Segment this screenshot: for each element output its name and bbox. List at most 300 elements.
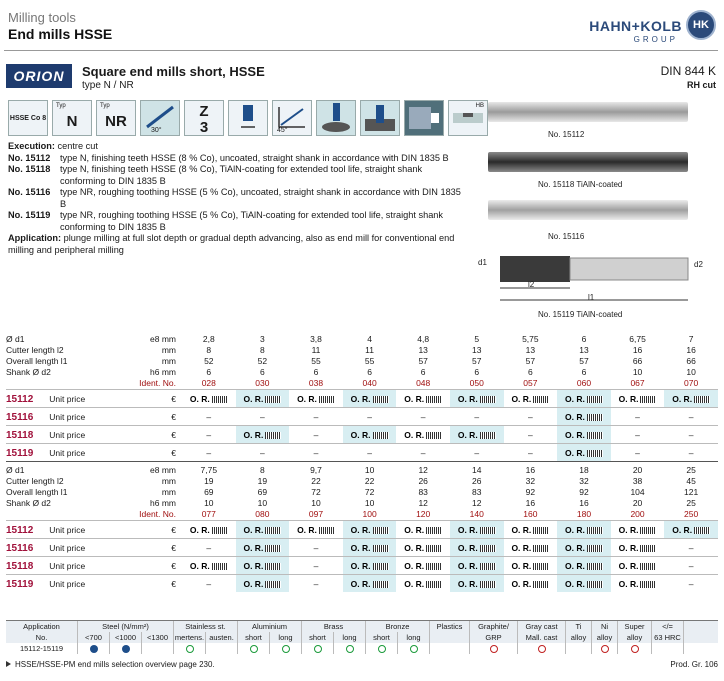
price-code-icon (319, 527, 335, 534)
price-code-icon (373, 563, 389, 570)
price-cell[interactable] (504, 390, 558, 407)
price-cell[interactable] (664, 521, 718, 538)
cut-direction-label: RH cut (687, 80, 716, 90)
price-text: O. R. (457, 543, 478, 553)
price-row (6, 425, 718, 443)
price-cell[interactable] (236, 390, 290, 407)
spec-value: 6 (474, 367, 480, 377)
suitability-ring-icon (186, 645, 194, 653)
currency-symbol: € (171, 525, 176, 535)
price-text: – (527, 430, 533, 440)
price-cell[interactable] (343, 557, 397, 574)
spec-value: 66 (686, 356, 696, 366)
suitability-red-icon (601, 645, 609, 653)
price-cell[interactable] (557, 390, 611, 407)
application-subheader: short (238, 632, 270, 643)
header-divider (4, 50, 718, 51)
price-cell[interactable] (611, 575, 665, 592)
spec-unit: e8 mm (150, 465, 176, 475)
spec-value: 19 (257, 476, 268, 486)
price-text: – (474, 448, 480, 458)
spec-value: 19 (204, 476, 214, 486)
spec-value: 2,8 (202, 334, 215, 344)
price-text: – (635, 448, 640, 458)
price-cell (611, 444, 665, 461)
ident-number: 160 (523, 509, 538, 519)
dim-l1-label: l1 (588, 293, 595, 302)
suitability-red-icon (631, 645, 639, 653)
price-cell[interactable] (236, 426, 290, 443)
price-code-icon (480, 396, 496, 403)
suitability-ring-icon (250, 645, 258, 653)
price-text: – (206, 543, 212, 553)
material-icon (8, 100, 48, 136)
application-cell (142, 643, 174, 654)
price-cell[interactable] (557, 521, 611, 538)
application-subheader: short (366, 632, 398, 643)
price-cell (664, 575, 718, 592)
spec-row (6, 345, 718, 356)
price-cell[interactable] (236, 521, 290, 538)
application-group-header: Stainless st. (174, 621, 238, 632)
spec-value: 57 (579, 356, 589, 366)
spec-value: 52 (257, 356, 268, 366)
application-group-header: Application (6, 621, 78, 632)
desc-item-number: No. 15112 (8, 152, 51, 163)
spec-row (6, 476, 718, 487)
price-text: – (206, 448, 212, 458)
spec-unit: e8 mm (150, 334, 176, 344)
price-code-icon (533, 396, 549, 403)
spec-value: 25 (686, 498, 696, 508)
price-text: – (367, 448, 372, 458)
price-cell[interactable] (396, 557, 450, 574)
desc-item-number: No. 15119 (8, 210, 51, 220)
application-header-row (6, 621, 718, 632)
price-code-icon (426, 545, 442, 552)
tool-drawing-15119 (478, 246, 718, 310)
price-cell[interactable] (236, 557, 290, 574)
price-cell[interactable] (504, 557, 558, 574)
suitability-ring-icon (314, 645, 322, 653)
price-text: O. R. (511, 579, 532, 589)
price-text: O. R. (350, 394, 371, 404)
price-cell[interactable] (611, 521, 665, 538)
spec-value: 6 (206, 367, 212, 377)
price-row-head (6, 539, 126, 556)
desc-item (8, 153, 468, 165)
application-cell (238, 643, 270, 654)
spec-value: 6 (260, 367, 265, 377)
price-text: O. R. (404, 561, 425, 571)
price-cell[interactable] (450, 557, 504, 574)
price-text: O. R. (618, 543, 639, 553)
application-group-header: </= (652, 621, 684, 632)
helix-angle-label: 30° (151, 127, 162, 134)
price-text: O. R. (672, 525, 693, 535)
price-cell[interactable] (343, 521, 397, 538)
tool-image-15112 (488, 102, 688, 122)
product-group-label: Prod. Gr. 106 (670, 660, 718, 669)
price-cell[interactable] (504, 539, 558, 556)
application-group-header: Ti (566, 621, 592, 632)
price-row-head (6, 408, 126, 425)
spec-value: 83 (472, 487, 482, 497)
price-row-head (6, 521, 126, 538)
price-cell[interactable] (450, 426, 504, 443)
ident-number: 060 (576, 378, 592, 388)
standard-label: DIN 844 K (660, 64, 716, 78)
price-cell (504, 408, 558, 425)
article-code: 15119 (6, 579, 34, 590)
price-code-icon (480, 581, 496, 588)
price-cell[interactable] (557, 426, 611, 443)
ident-number: 028 (201, 378, 216, 388)
spec-value: 22 (364, 476, 375, 486)
shank-hb-label: HB (475, 103, 484, 109)
price-cell (289, 408, 343, 425)
application-cell (366, 643, 398, 654)
price-cell[interactable] (182, 557, 236, 574)
currency-symbol: € (171, 561, 176, 571)
side-milling-graphic (405, 101, 443, 135)
article-code: 15118 (6, 430, 34, 441)
spec-label: Overall length l1 (6, 356, 68, 366)
price-cell[interactable] (664, 390, 718, 407)
spec-value: 52 (204, 356, 214, 366)
spec-label: Shank Ø d2 (6, 498, 51, 508)
price-code-icon (587, 545, 603, 552)
ident-number: 067 (630, 378, 645, 388)
price-code-icon (587, 414, 603, 421)
price-cell[interactable] (182, 521, 236, 538)
price-cell[interactable] (611, 557, 665, 574)
spec-value: 92 (525, 487, 536, 497)
price-cell (450, 444, 504, 461)
price-text: O. R. (350, 525, 371, 535)
type-nr-icon (96, 100, 136, 136)
price-row (6, 538, 718, 556)
price-text: O. R. (511, 543, 532, 553)
application-cell (398, 643, 430, 654)
application-subheader: long (270, 632, 302, 643)
price-text: O. R. (243, 543, 264, 553)
price-row-head (6, 390, 126, 407)
spec-value: 7 (688, 334, 694, 344)
price-cell (182, 408, 236, 425)
price-cell[interactable] (450, 390, 504, 407)
spec-value: 12 (418, 465, 428, 475)
ident-label: Ident. No. (139, 509, 176, 519)
price-text: O. R. (511, 394, 532, 404)
price-text: O. R. (189, 525, 210, 535)
spec-value: 38 (632, 476, 643, 486)
unit-price-label: Unit price (49, 412, 86, 422)
application-cell (334, 643, 366, 654)
price-cell[interactable] (450, 539, 504, 556)
price-cell[interactable] (343, 575, 397, 592)
suitability-full-icon (122, 645, 130, 653)
price-cell[interactable] (182, 390, 236, 407)
price-cell (182, 444, 236, 461)
ident-number: 077 (201, 509, 216, 519)
unit-price-label: Unit price (49, 394, 86, 404)
price-cell[interactable] (450, 521, 504, 538)
spec-value: 6 (420, 367, 426, 377)
price-code-icon (640, 527, 656, 534)
price-text: O. R. (565, 525, 585, 535)
application-subheader-row (6, 632, 718, 643)
price-cell[interactable] (611, 390, 665, 407)
ident-number: 140 (469, 509, 484, 519)
brand-logo: ORION (6, 64, 72, 88)
price-code-icon (640, 563, 656, 570)
company-logo-subtext: GROUP (633, 35, 678, 44)
price-text: – (688, 579, 694, 589)
price-cell[interactable] (557, 539, 611, 556)
side-milling-icon (404, 100, 444, 136)
application-label: Application: (8, 233, 62, 243)
price-cell[interactable] (557, 408, 611, 425)
spec-value: 16 (525, 498, 536, 508)
spec-value: 45 (686, 476, 696, 486)
spec-value: 69 (257, 487, 268, 497)
price-cell[interactable] (557, 557, 611, 574)
ident-number: 038 (308, 378, 324, 388)
spec-label: Shank Ø d2 (6, 367, 51, 377)
price-text: O. R. (243, 579, 264, 589)
price-text: O. R. (511, 561, 532, 571)
spec-value: 57 (418, 356, 428, 366)
price-text: O. R. (565, 543, 585, 553)
price-code-icon (640, 396, 656, 403)
price-cell (664, 408, 718, 425)
price-cell[interactable] (611, 539, 665, 556)
price-cell (289, 575, 343, 592)
price-cell[interactable] (557, 444, 611, 461)
spec-value: 10 (364, 465, 375, 475)
tool-image-15118 (488, 152, 688, 172)
application-cell (470, 643, 518, 654)
price-cell[interactable] (557, 575, 611, 592)
spec-value: 16 (686, 345, 696, 355)
price-text: O. R. (565, 561, 585, 571)
price-text: O. R. (350, 543, 371, 553)
spec-row (6, 498, 718, 509)
flutes-count: 3 (199, 119, 209, 136)
execution-line (8, 141, 468, 153)
spec-value: 14 (472, 465, 482, 475)
price-cell (182, 575, 236, 592)
spec-value: 26 (418, 476, 428, 486)
feature-icons (8, 100, 488, 136)
type-n-label: N (66, 113, 78, 130)
price-row (6, 556, 718, 574)
price-code-icon (426, 432, 442, 439)
price-cell[interactable] (289, 390, 343, 407)
chamfer-angle-label: 45° (277, 127, 288, 134)
price-text: – (688, 412, 694, 422)
price-row-head (6, 444, 126, 461)
price-cell (343, 444, 397, 461)
currency-symbol: € (171, 430, 176, 440)
price-text: – (688, 448, 694, 458)
spec-value: 22 (311, 476, 321, 486)
application-cell (518, 643, 566, 654)
application-cell (270, 643, 302, 654)
spec-value: 92 (579, 487, 589, 497)
ident-number: 250 (684, 509, 699, 519)
spec-value: 5 (474, 334, 480, 344)
spec-value: 13 (525, 345, 536, 355)
spec-row (6, 487, 718, 498)
application-cell (566, 643, 592, 654)
application-cell (618, 643, 652, 654)
spec-value: 6 (367, 367, 372, 377)
desc-item-text: type NR, roughing toothing HSSE (5 % Co), uncoated, straight shank in accordance with DIN 1835 B (60, 187, 461, 209)
price-text: O. R. (189, 561, 210, 571)
price-text: – (367, 412, 372, 422)
price-text: – (206, 579, 212, 589)
price-code-icon (640, 545, 656, 552)
price-cell (611, 426, 665, 443)
ident-number: 200 (630, 509, 645, 519)
price-cell[interactable] (343, 390, 397, 407)
price-cell[interactable] (396, 539, 450, 556)
price-text: – (206, 412, 212, 422)
price-code-icon (640, 581, 656, 588)
price-text: O. R. (618, 561, 639, 571)
desc-item-text: type N, finishing teeth HSSE (8 % Co), TiAlN-coating for extended tool life, straight shank conforming to DIN 1835 B (60, 164, 423, 186)
price-cell (396, 444, 450, 461)
price-cell[interactable] (450, 575, 504, 592)
type-label: Typ (56, 103, 66, 109)
company-logo-mark: HK (686, 10, 716, 40)
price-text: O. R. (457, 394, 478, 404)
application-subheader: <1300 (142, 632, 174, 643)
tool-caption: No. 15112 (548, 130, 585, 139)
price-cell[interactable] (504, 521, 558, 538)
flutes-icon (184, 100, 224, 136)
spec-value: 4 (367, 334, 372, 344)
product-description (8, 141, 468, 256)
price-code-icon (587, 527, 603, 534)
slot-graphic (361, 101, 399, 135)
price-cell (504, 426, 558, 443)
price-code-icon (426, 563, 442, 570)
price-text: – (420, 448, 426, 458)
type-n-icon (52, 100, 92, 136)
price-text: O. R. (243, 394, 264, 404)
application-cell (302, 643, 334, 654)
price-code-icon (587, 450, 603, 457)
price-text: O. R. (457, 561, 478, 571)
application-group-header: Super (618, 621, 652, 632)
spec-value: 6 (313, 367, 319, 377)
application-subheader: GRP (470, 632, 518, 643)
arrow-right-icon (6, 661, 11, 667)
desc-item (8, 187, 468, 210)
price-text: O. R. (565, 412, 585, 422)
application-cell (174, 643, 206, 654)
application-group-header: Plastics (430, 621, 470, 632)
price-code-icon (373, 396, 389, 403)
price-cell[interactable] (396, 426, 450, 443)
price-text: O. R. (243, 525, 264, 535)
price-text: O. R. (404, 543, 425, 553)
price-cell (664, 426, 718, 443)
price-code-icon (319, 396, 335, 403)
spec-value: 57 (525, 356, 536, 366)
price-cell (182, 426, 236, 443)
product-title: Square end mills short, HSSE (82, 64, 265, 79)
price-code-icon (373, 527, 389, 534)
application-cell (652, 643, 684, 654)
dim-l2-label: l2 (528, 280, 535, 289)
desc-item-number: No. 15116 (8, 187, 51, 197)
spec-value: 55 (364, 356, 375, 366)
spec-value: 10 (257, 498, 268, 508)
price-cell[interactable] (504, 575, 558, 592)
price-row-head (6, 557, 126, 574)
price-cell[interactable] (343, 426, 397, 443)
type-label: Typ (100, 103, 110, 109)
price-cell[interactable] (236, 539, 290, 556)
spec-label: Ø d1 (6, 465, 25, 475)
ident-number: 048 (416, 378, 431, 388)
application-row-label: 15112-15119 (6, 643, 78, 654)
category-title: Milling tools (8, 10, 76, 25)
unit-price-label: Unit price (49, 525, 86, 535)
price-cell[interactable] (396, 575, 450, 592)
price-cell (236, 444, 290, 461)
spec-value: 7,75 (200, 465, 218, 475)
price-cell[interactable] (236, 575, 290, 592)
price-code-icon (373, 432, 389, 439)
slot-milling-icon (360, 100, 400, 136)
price-row (6, 407, 718, 425)
price-text: O. R. (618, 579, 639, 589)
price-text: O. R. (565, 579, 585, 589)
price-row (6, 520, 718, 538)
price-cell[interactable] (396, 390, 450, 407)
price-code-icon (587, 581, 603, 588)
price-code-icon (480, 563, 496, 570)
price-text: – (688, 430, 694, 440)
price-code-icon (587, 432, 603, 439)
spec-unit: h6 mm (150, 498, 176, 508)
spec-value: 69 (204, 487, 214, 497)
application-subheader: long (334, 632, 366, 643)
spec-value: 18 (579, 465, 589, 475)
product-title-band (4, 62, 720, 92)
price-cell[interactable] (396, 521, 450, 538)
price-cell[interactable] (343, 539, 397, 556)
price-text: O. R. (565, 448, 585, 458)
price-cell[interactable] (289, 521, 343, 538)
unit-price-label: Unit price (49, 448, 86, 458)
price-text: O. R. (565, 394, 585, 404)
price-code-icon (265, 527, 281, 534)
suitability-red-icon (538, 645, 546, 653)
size-price-table (6, 334, 718, 592)
price-text: O. R. (672, 394, 693, 404)
price-code-icon (265, 563, 281, 570)
spec-value: 13 (418, 345, 428, 355)
spec-value: 3 (260, 334, 265, 344)
footer-note[interactable] (6, 660, 215, 669)
article-code: 15116 (6, 543, 34, 554)
